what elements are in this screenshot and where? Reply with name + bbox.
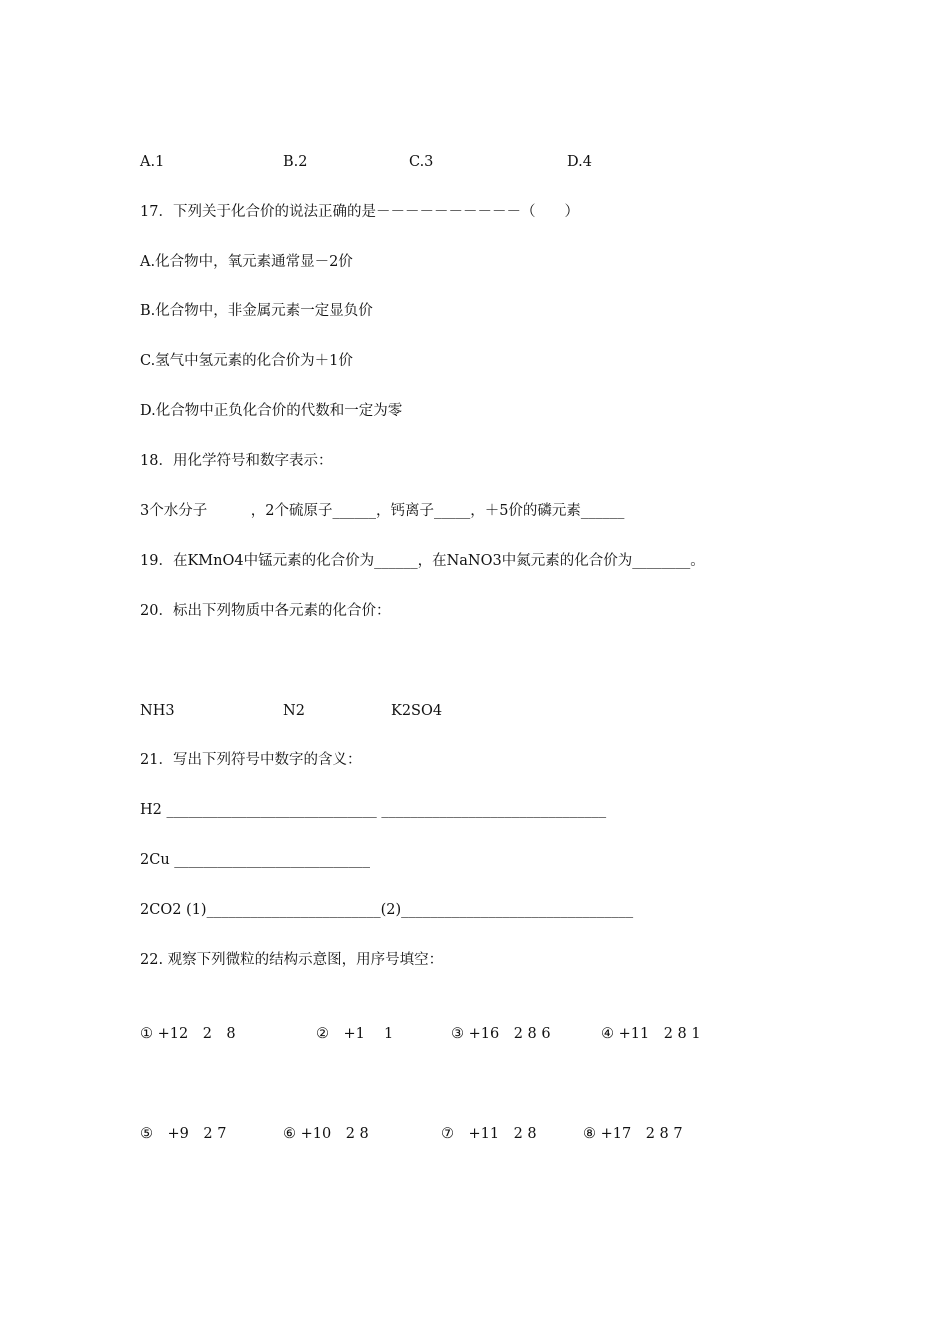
q22-particle-1: ① +12 2 8 bbox=[140, 1026, 236, 1042]
q17-option-b: B.化合物中，非金属元素一定显负价 bbox=[140, 303, 373, 319]
q22-particle-7: ⑦ +11 2 8 bbox=[441, 1126, 537, 1142]
q20-item-nh3: NH3 bbox=[140, 703, 175, 719]
q21-h2-line: H2 _____________________________ _______________________________ bbox=[140, 802, 607, 818]
q16-option-a: A.1 bbox=[140, 154, 165, 170]
q22-particle-2: ② +1 1 bbox=[316, 1026, 394, 1042]
q19-stem: 19．在KMnO4中锰元素的化合价为______，在NaNO3中氮元素的化合价为________。 bbox=[140, 553, 705, 569]
q20-stem: 20．标出下列物质中各元素的化合价： bbox=[140, 603, 391, 619]
q21-stem: 21．写出下列符号中数字的含义： bbox=[140, 752, 362, 768]
q17-stem: 17．下列关于化合价的说法正确的是－－－－－－－－－－（ ） bbox=[140, 204, 579, 220]
q18-stem: 18．用化学符号和数字表示： bbox=[140, 453, 333, 469]
q21-co2-line: 2CO2 (1)________________________(2)________________________________ bbox=[140, 902, 634, 918]
q22-particle-8: ⑧ +17 2 8 7 bbox=[583, 1126, 683, 1142]
q16-option-d: D.4 bbox=[567, 154, 592, 170]
q22-particle-6: ⑥ +10 2 8 bbox=[283, 1126, 369, 1142]
q16-option-b: B.2 bbox=[283, 154, 308, 170]
q17-option-a: A.化合物中，氧元素通常显－2价 bbox=[140, 254, 353, 270]
q16-option-c: C.3 bbox=[409, 154, 434, 170]
q22-particle-5: ⑤ +9 2 7 bbox=[140, 1126, 227, 1142]
q18-blanks: 3个水分子 ，2个硫原子______，钙离子_____，＋5价的磷元素______ bbox=[140, 503, 625, 519]
q17-option-d: D.化合物中正负化合价的代数和一定为零 bbox=[140, 403, 403, 419]
q21-cu-line: 2Cu ___________________________ bbox=[140, 852, 371, 868]
q22-particle-3: ③ +16 2 8 6 bbox=[451, 1026, 551, 1042]
q17-option-c: C.氢气中氢元素的化合价为＋1价 bbox=[140, 353, 353, 369]
q20-item-k2so4: K2SO4 bbox=[391, 703, 443, 719]
q20-item-n2: N2 bbox=[283, 703, 305, 719]
q22-particle-4: ④ +11 2 8 1 bbox=[601, 1026, 701, 1042]
q22-stem: 22. 观察下列微粒的结构示意图，用序号填空： bbox=[140, 952, 444, 968]
